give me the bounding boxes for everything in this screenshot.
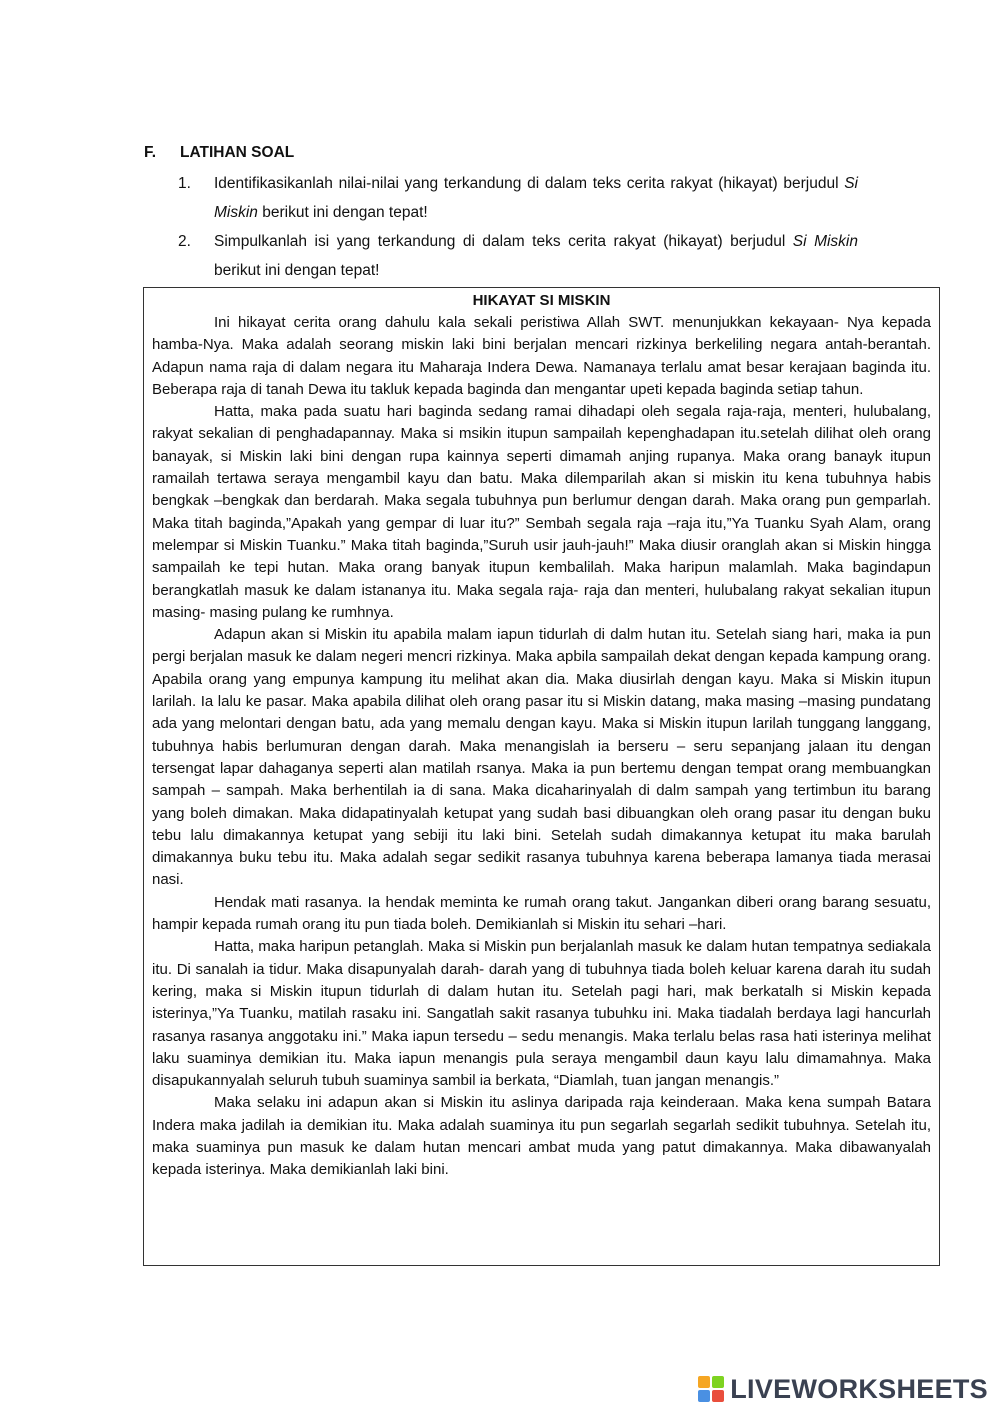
story-title-emphasis: Si Miskin (214, 175, 858, 221)
story-paragraph: Hatta, maka haripun petanglah. Maka si Miskin pun berjalanlah masuk ke dalam hutan tempatnya sediakala itu. Di sanalah ia tidur. Maka disapunyalah darah- darah yang di tubuhnya tiada boleh keluar karena darah itu sudah kering, maka si Miskin itupun tidurlah di dalam hutan itu. Setelah pagi hari, mak berkatalh si Miskin kepada isterinya,”Ya Tuanku, matilah rasaku ini. Sangatlah sakit rasanya tubuhku ini. Maka tiadalah berdaya lagi hancurlah rasanya rasanya anggotaku ini.” Maka iapun tersedu – sedu menangis. Maka terlalu belas rasa hati isterinya melihat laku suaminya demikian itu. Maka iapun menangis pula seraya mengambil daun kayu lalu dimamahnya. Maka disapukannyalah seluruh tubuh suaminya sambil ia berkata, “Diamlah, tuan jangan menangis.” (152, 938, 931, 1090)
liveworksheets-footer[interactable] (698, 1374, 988, 1404)
section-heading (144, 142, 294, 164)
logo-square-1 (698, 1376, 710, 1388)
story-paragraph: Hatta, maka pada suatu hari baginda sedang ramai dihadapi oleh segala raja-raja, menteri, hulubalang, rakyat sekalian di penghadapannay. Maka si msikin itupun sampailah kepenghadapan itu.setelah dilihat oleh orang banayak, si Miskin laki bini dengan rupa kainnya seperti dimamah anjing rupanya. Maka orang banayk itupun ramailah tertawa seraya mengambil kayu dan batu. Maka dilemparilah akan si miskin itu kena tubuhnya habis bengkak –bengkak dan berdarah. Maka segala tubuhnya pun berlumur dengan darah. Maka orang pun gemparlah. Maka titah baginda,”Apakah yang gempar di luar itu?” Sembah segala raja –raja itu,”Ya Tuanku Syah Alam, orang melempar si Miskin Tuanku.” Maka titah baginda,”Suruh usir jauh-jauh!” Maka diusir oranglah akan si Miskin hingga sampailah ke tepi hutan. Maka orang banyak itupun kembalilah. Maka haripun malamlah. Maka bagindapun berangkatlah masuk ke dalam istananya itu. Maka segala raja- raja dan menteri, hulubalang rakyat sekalian itupun masing- masing pulang ke rumhnya. (152, 403, 931, 621)
question-1 (178, 169, 858, 227)
logo-square-2 (712, 1376, 724, 1388)
liveworksheets-logo-icon (698, 1376, 724, 1402)
question-2 (178, 227, 858, 285)
question-number: 2. (178, 233, 191, 250)
story-box (143, 287, 940, 1266)
logo-square-3 (698, 1390, 710, 1402)
story-paragraph: Hendak mati rasanya. Ia hendak meminta ke rumah orang takut. Jangankan diberi orang barang sesuatu, hampir kepada rumah orang itu pun tiada boleh. Demikianlah si Miskin itu sehari –hari. (152, 893, 931, 934)
section-letter: F. (144, 144, 157, 161)
story-paragraph: Maka selaku ini adapun akan si Miskin itu aslinya daripada raja keinderaan. Maka kena sumpah Batara Indera maka jadilah ia demikian itu. Maka adalah suaminya itu pun segarlah segarlah sedikit tubuhnya. Setelah itu, maka suaminya pun masuk ke dalam hutan mencari ambat muda yang patut dimakannya. Maka dibawanyalah kepada isterinya. Maka demikianlah laki bini. (152, 1094, 931, 1179)
story-paragraph: Ini hikayat cerita orang dahulu kala sekali peristiwa Allah SWT. menunjukkan kekayaan- Nya kepada hamba-Nya. Maka adalah seorang miskin laki bini berjalan mencari rizkinya berkeliling negara antah-berantah. Adapun nama raja di dalam negara itu Maharaja Indera Dewa. Namanaya terlalu amat besar kerajaan baginda itu. Beberapa raja di tanah Dewa itu takluk kepada baginda dan mengantar upeti kepada baginda setiap tahun. (152, 314, 931, 398)
question-text: Identifikasikanlah nilai-nilai yang terkandung di dalam teks cerita rakyat (hikayat) berjudul Si Miskin berikut ini dengan tepat! (214, 175, 858, 221)
logo-square-4 (712, 1390, 724, 1402)
footer-brand-text: LIVEWORKSHEETS (730, 1374, 988, 1404)
story-paragraph: Adapun akan si Miskin itu apabila malam iapun tidurlah di dalm hutan itu. Setelah siang hari, maka ia pun pergi berjalan masuk ke dalam negeri mencri rizkinya. Maka apbila sampailah dekat dengan kepada kampung orang. Apabila orang yang empunya kampung itu melihat akan dia. Maka diusirlah dengan kayu. Maka si Miskin itupun larilah. Ia lalu ke pasar. Maka apabila dilihat oleh orang pasar itu si Miskin datang, maka masing –masing pundatang ada yang melontari dengan batu, ada yang memalu dengan kayu. Maka si Miskin itupun larilah tunggang langgang, tubuhnya habis berlumuran dengan darah. Maka menangislah ia berseru – seru sepanjang jalaan itu dengan tersengat lapar dahaganya seperti alan matilah rsanya. Maka ia pun bertemu dengan tempat orang membuangkan sampah – sampah. Maka berhentilah ia di sana. Maka dicaharinyalah di dalm sampah yang tertimbun itu barang yang boleh dimakan. Maka didapatinyalah ketupat yang sudah basi dibuangkan oleh orang pasar itu dengan buku tebu lalu dimakannya ketupat yang sebiji itu laki bini. Setelah sudah dimakannya ketupat itu maka barulah dimakannya buku tebu itu. Maka adalah segar sedikit rasanya tubuhnya karena beberapa lamanya tiada merasai nasi. (152, 626, 931, 889)
section-title: LATIHAN SOAL (180, 144, 295, 161)
question-number: 1. (178, 175, 191, 192)
question-text: Simpulkanlah isi yang terkandung di dalam teks cerita rakyat (hikayat) berjudul Si Miskin berikut ini dengan tepat! (214, 233, 858, 279)
story-title: HIKAYAT SI MISKIN (472, 292, 611, 309)
story-title-emphasis: Si Miskin (792, 233, 858, 250)
